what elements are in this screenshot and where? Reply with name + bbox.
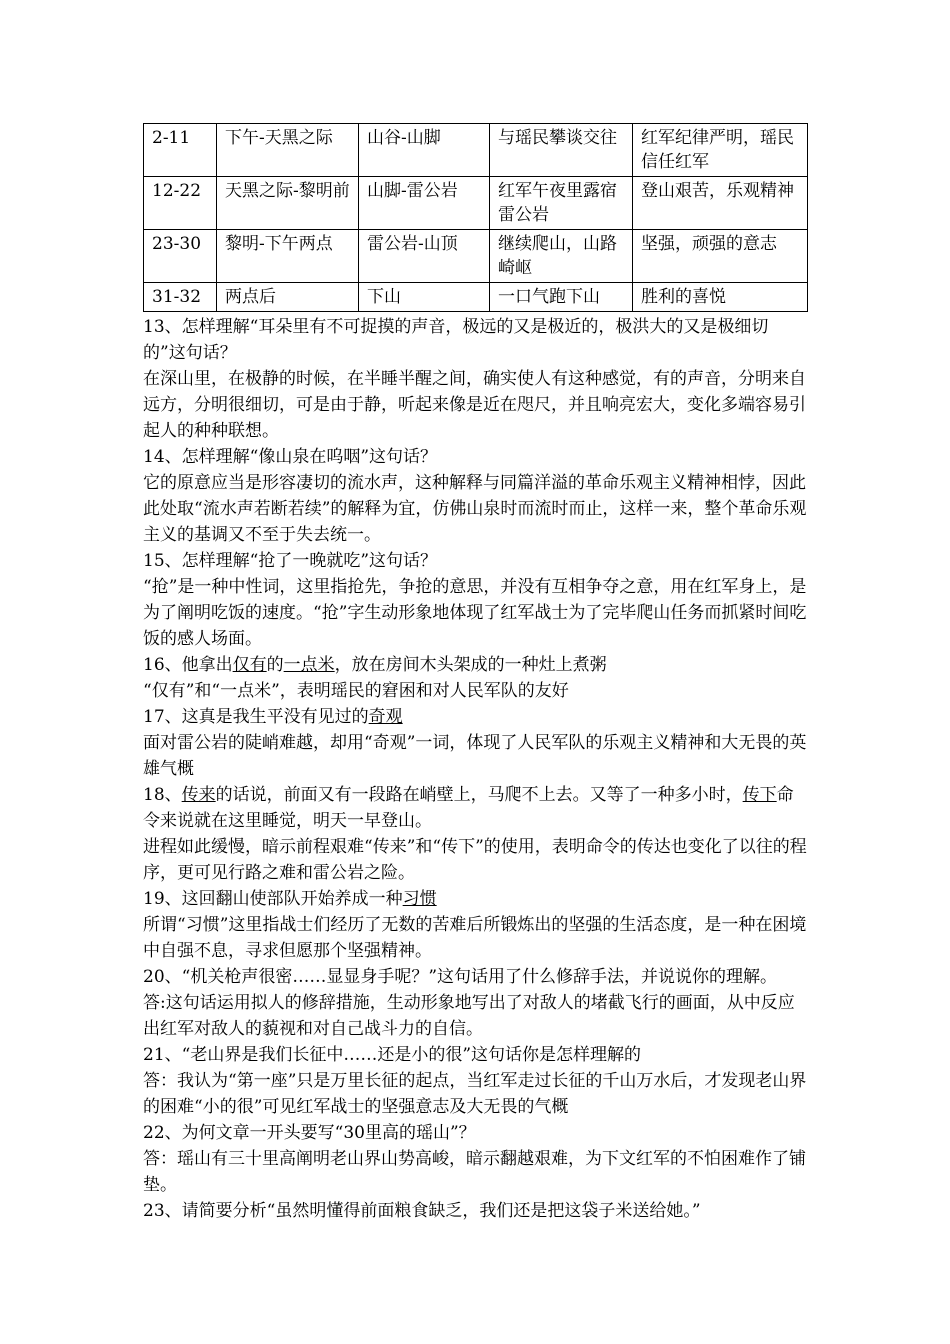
text-segment: 19、这回翻山使部队开始养成一种 [143, 889, 403, 909]
answer-14: 它的原意应当是形容凄切的流水声，这种解释与同篇洋溢的革命乐观主义精神相悖，因此此处取“流水声若断若续”的解释为宜，仿佛山泉时而流时而止，这样一来，整个革命乐观主义的基调又不至于失去统一。 [143, 473, 807, 545]
table-cell: 2-11 [144, 124, 217, 177]
question-19 [143, 886, 807, 912]
table-cell: 胜利的喜悦 [633, 283, 808, 312]
text-segment: 16、他拿出 [143, 655, 233, 675]
table-cell: 山谷-山脚 [359, 124, 490, 177]
question-20: 20、“机关枪声很密……显显身手呢？”这句话用了什么修辞手法，并说说你的理解。 [143, 967, 778, 987]
table-cell: 黎明-下午两点 [217, 230, 359, 283]
table-cell: 雷公岩-山顶 [359, 230, 490, 283]
table-cell: 一口气跑下山 [490, 283, 633, 312]
question-15: 15、怎样理解“抢了一晚就吃”这句话？ [143, 551, 438, 571]
table-cell: 下午-天黑之际 [217, 124, 359, 177]
table-row [144, 230, 808, 283]
table-cell: 下山 [359, 283, 490, 312]
underlined-term: 习惯 [402, 889, 437, 909]
answer-20: 答:这句话运用拟人的修辞措施，生动形象地写出了对敌人的堵截飞行的画面，从中反应出红军对敌人的藐视和对自己战斗力的自信。 [143, 993, 795, 1039]
answer-13: 在深山里，在极静的时候，在半睡半醒之间，确实使人有这种感觉，有的声音，分明来自远方，分明很细切，可是由于静，听起来像是近在咫尺，并且响亮宏大，变化多端容易引起人的种种联想。 [143, 369, 806, 441]
text-segment: 的话说，前面又有一段路在峭壁上，马爬不上去。又等了一种多小时， [215, 785, 743, 805]
text-segment: 的 [266, 655, 284, 675]
text-segment: 17、这真是我生平没有见过的 [143, 707, 369, 727]
text-segment: 18、 [143, 785, 182, 805]
text-segment: ，放在房间木头架成的一种灶上煮粥 [334, 655, 607, 675]
underlined-term: 奇观 [368, 707, 403, 727]
table-cell: 23-30 [144, 230, 217, 283]
question-22: 22、为何文章一开头要写“30里高的瑶山”？ [143, 1123, 476, 1143]
answer-16: “仅有”和“一点米”，表明瑶民的窘困和对人民军队的友好 [143, 681, 569, 701]
table-cell: 天黑之际-黎明前 [217, 177, 359, 230]
answer-15: “抢”是一种中性词，这里指抢先，争抢的意思，并没有互相争夺之意，用在红军身上，是为了阐明吃饭的速度。“抢”字生动形象地体现了红军战士为了完毕爬山任务而抓紧时间吃饭的感人场面。 [143, 577, 807, 649]
table-cell: 与瑶民攀谈交往 [490, 124, 633, 177]
table-row [144, 283, 808, 312]
table-cell: 继续爬山，山路崎岖 [490, 230, 633, 283]
underlined-term: 仅有 [232, 655, 267, 675]
document-page [143, 123, 807, 1224]
question-16 [143, 652, 807, 678]
table-row [144, 124, 808, 177]
answer-17: 面对雷公岩的陡峭难越，却用“奇观”一词，体现了人民军队的乐观主义精神和大无畏的英雄气概 [143, 733, 807, 779]
summary-table [143, 123, 808, 312]
answer-19: 所谓“习惯”这里指战士们经历了无数的苦难后所锻炼出的坚强的生活态度，是一种在困境中自强不息，寻求但愿那个坚强精神。 [143, 915, 807, 961]
question-14: 14、怎样理解“像山泉在呜咽”这句话？ [143, 447, 438, 467]
qa-content [143, 314, 807, 1224]
question-17 [143, 704, 807, 730]
answer-21: 答：我认为“第一座”只是万里长征的起点，当红军走过长征的千山万水后，才发现老山界的困难“小的很”可见红军战士的坚强意志及大无畏的气概 [143, 1071, 807, 1117]
table-cell: 坚强，顽强的意志 [633, 230, 808, 283]
table-cell: 12-22 [144, 177, 217, 230]
underlined-term: 传来 [181, 785, 216, 805]
table-cell: 红军午夜里露宿雷公岩 [490, 177, 633, 230]
underlined-term: 一点米 [283, 655, 335, 675]
table-cell: 山脚-雷公岩 [359, 177, 490, 230]
question-23: 23、请简要分析“虽然明懂得前面粮食缺乏，我们还是把这袋子米送给她。” [143, 1201, 701, 1221]
table-cell: 登山艰苦，乐观精神 [633, 177, 808, 230]
question-13: 13、怎样理解“耳朵里有不可捉摸的声音，极远的又是极近的，极洪大的又是极细切的”这句话？ [143, 317, 769, 363]
question-18 [143, 782, 807, 834]
table-row [144, 177, 808, 230]
text-segment: 命令来说就在这里睡觉，明天一早登山。 [143, 785, 794, 831]
question-21: 21、“老山界是我们长征中……还是小的很”这句话你是怎样理解的 [143, 1045, 642, 1065]
answer-18: 进程如此缓慢，暗示前程艰难“传来”和“传下”的使用，表明命令的传达也变化了以往的程序，更可见行路之难和雷公岩之险。 [143, 837, 807, 883]
table-cell: 两点后 [217, 283, 359, 312]
table-cell: 红军纪律严明，瑶民信任红军 [633, 124, 808, 177]
table-cell: 31-32 [144, 283, 217, 312]
answer-22: 答：瑶山有三十里高阐明老山界山势高峻，暗示翻越艰难，为下文红军的不怕困难作了铺垫。 [143, 1149, 806, 1195]
underlined-term: 传下 [742, 785, 777, 805]
